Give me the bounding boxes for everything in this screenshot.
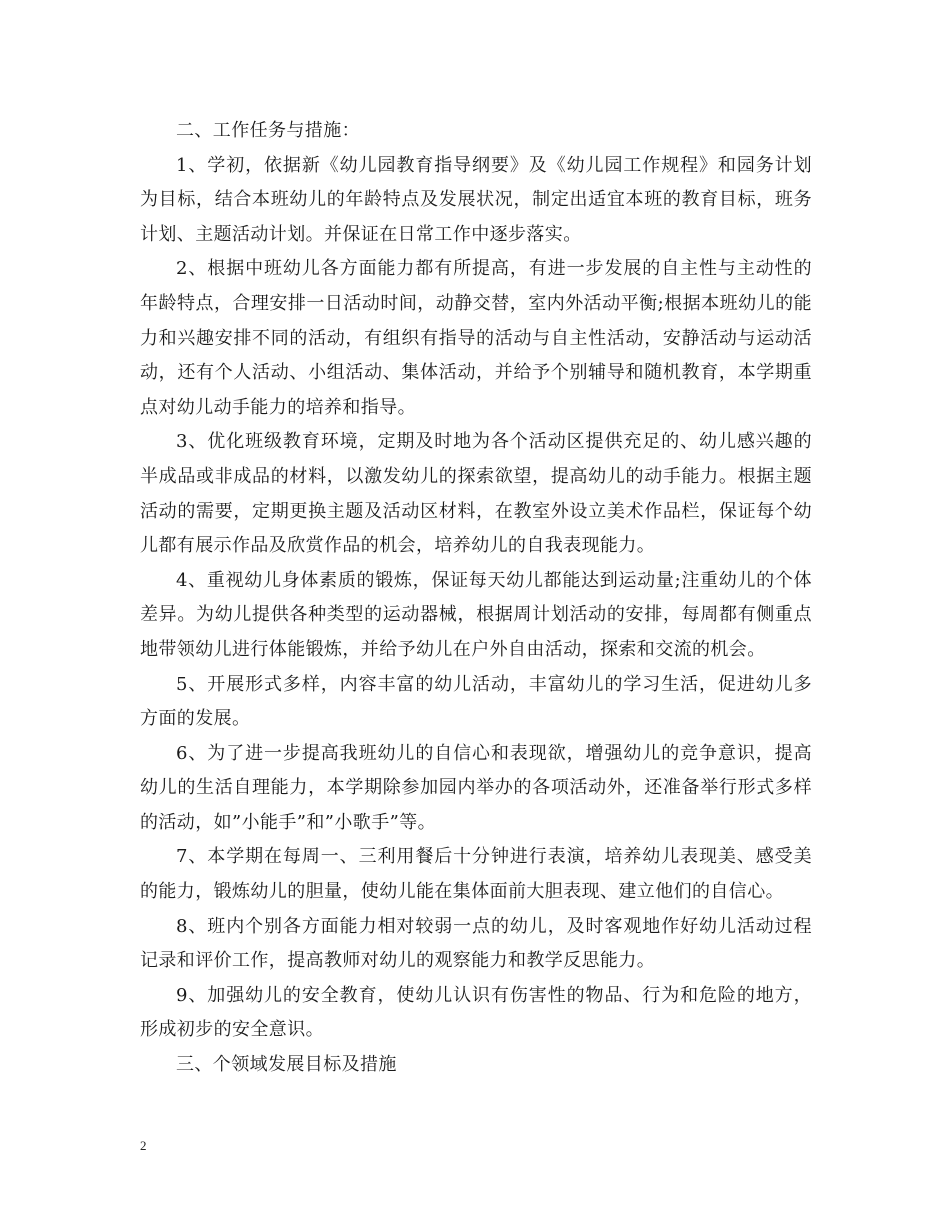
document-body [140, 114, 812, 1083]
page-number: 2 [140, 1138, 147, 1153]
section-heading-domains: 三、个领域发展目标及措施 [176, 1054, 397, 1076]
paragraph-item-5: 5、开展形式多样，内容丰富的幼儿活动，丰富幼儿的学习生活，促进幼儿多方面的发展。 [140, 673, 812, 730]
paragraph-item-2: 2、根据中班幼儿各方面能力都有所提高，有进一步发展的自主性与主动性的年龄特点，合理安排一日活动时间，动静交替，室内外活动平衡;根据本班幼儿的能力和兴趣安排不同的活动，有组织有指导的活动与自主性活动，安静活动与运动活动，还有个人活动、小组活动、集体活动，并给予个别辅导和随机教育，本学期重点对幼儿动手能力的培养和指导。 [140, 258, 812, 418]
paragraph-item-9: 9、加强幼儿的安全教育，使幼儿认识有伤害性的物品、行为和危险的地方，形成初步的安全意识。 [140, 984, 812, 1041]
paragraph-item-3: 3、优化班级教育环境，定期及时地为各个活动区提供充足的、幼儿感兴趣的半成品或非成品的材料，以激发幼儿的探索欲望，提高幼儿的动手能力。根据主题活动的需要，定期更换主题及活动区材料，在教室外设立美术作品栏，保证每个幼儿都有展示作品及欣赏作品的机会，培养幼儿的自我表现能力。 [140, 431, 812, 557]
paragraph-item-7: 7、本学期在每周一、三利用餐后十分钟进行表演，培养幼儿表现美、感受美的能力，锻炼幼儿的胆量，使幼儿能在集体面前大胆表现、建立他们的自信心。 [140, 846, 812, 903]
section-heading-tasks: 二、工作任务与措施： [176, 120, 360, 141]
paragraph-item-6: 6、为了进一步提高我班幼儿的自信心和表现欲，增强幼儿的竞争意识，提高幼儿的生活自理能力，本学期除参加园内举办的各项活动外，还准备举行形式多样的活动，如”小能手”和”小歌手”等。 [140, 742, 812, 833]
paragraph-item-1: 1、学初，依据新《幼儿园教育指导纲要》及《幼儿园工作规程》和园务计划为目标，结合本班幼儿的年龄特点及发展状况，制定出适宜本班的教育目标，班务计划、主题活动计划。并保证在日常工作中逐步落实。 [140, 154, 812, 245]
paragraph-item-8: 8、班内个别各方面能力相对较弱一点的幼儿，及时客观地作好幼儿活动过程记录和评价工作，提高教师对幼儿的观察能力和教学反思能力。 [140, 915, 812, 972]
paragraph-item-4: 4、重视幼儿身体素质的锻炼，保证每天幼儿都能达到运动量;注重幼儿的个体差异。为幼儿提供各种类型的运动器械，根据周计划活动的安排，每周都有侧重点地带领幼儿进行体能锻炼，并给予幼儿在户外自由活动，探索和交流的机会。 [140, 569, 812, 660]
